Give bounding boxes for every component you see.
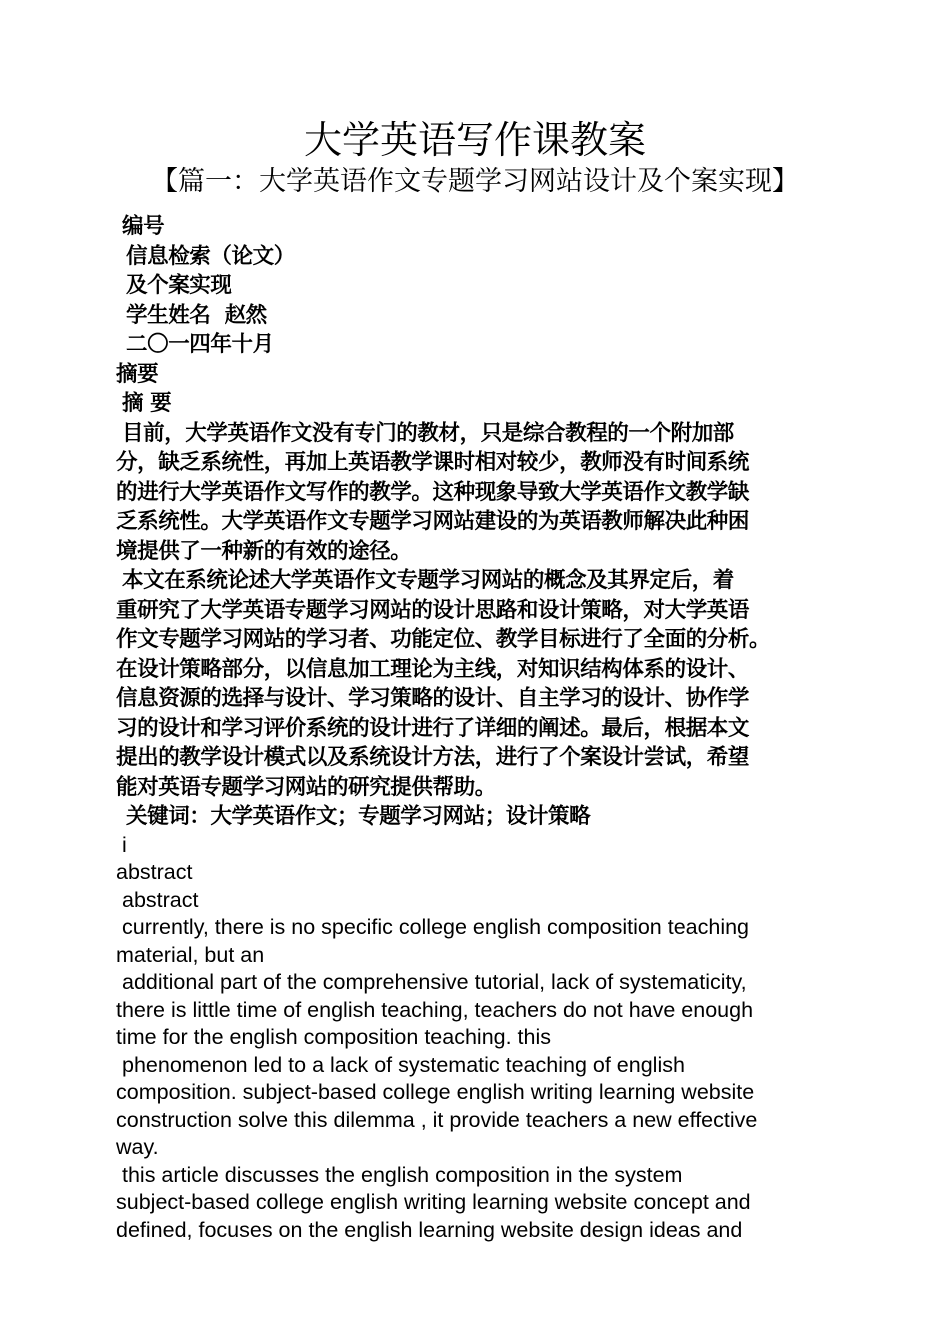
abstract-cn-line: 能对英语专题学习网站的研究提供帮助。 <box>116 774 496 800</box>
abstract-cn-heading-spaced: 摘 要 <box>122 391 172 416</box>
abstract-cn-line: 境提供了一种新的有效的途径。 <box>116 538 412 564</box>
cover-student: 学生姓名 赵然 <box>126 302 267 328</box>
abstract-en-line: there is little time of english teaching, teachers do not have enough <box>116 997 754 1022</box>
abstract-en-line: currently, there is no specific college english composition teaching <box>122 915 750 939</box>
abstract-en-heading: abstract <box>116 860 193 884</box>
abstract-cn-line: 分，缺乏系统性，再加上英语教学课时相对较少，教师没有时间系统 <box>116 450 750 475</box>
document-body <box>116 212 856 1244</box>
abstract-cn-line: 信息资源的选择与设计、学习策略的设计、自主学习的设计、协作学 <box>116 686 750 711</box>
abstract-cn-keywords: 关键词：大学英语作文；专题学习网站；设计策略 <box>126 804 591 829</box>
page-number-mark: i <box>122 832 127 857</box>
abstract-cn-line: 提出的教学设计模式以及系统设计方法，进行了个案设计尝试，希望 <box>116 745 750 770</box>
abstract-cn-heading: 摘要 <box>116 361 159 387</box>
document-title: 大学英语写作课教案 <box>303 118 646 162</box>
abstract-cn-line: 目前，大学英语作文没有专门的教材，只是综合教程的一个附加部 <box>122 420 734 446</box>
abstract-en-line: subject-based college english writing learning website concept and <box>116 1190 751 1214</box>
abstract-cn-line: 重研究了大学英语专题学习网站的设计思路和设计策略，对大学英语 <box>116 597 750 623</box>
abstract-en-line: construction solve this dilemma , it provide teachers a new effective <box>116 1107 758 1132</box>
abstract-en-line: way. <box>116 1135 159 1159</box>
abstract-cn-line: 在设计策略部分，以信息加工理论为主线，对知识结构体系的设计、 <box>116 656 750 682</box>
abstract-en-line: phenomenon led to a lack of systematic teaching of english <box>122 1052 685 1077</box>
abstract-en-line: composition. subject-based college english writing learning website <box>116 1080 755 1104</box>
cover-topic-tail: 及个案实现 <box>126 273 232 298</box>
cover-date: 二〇一四年十月 <box>126 332 274 357</box>
abstract-en-line: this article discusses the english composition in the system <box>122 1162 683 1187</box>
abstract-en-line: time for the english composition teaching. this <box>116 1025 552 1049</box>
abstract-cn-line: 乏系统性。大学英语作文专题学习网站建设的为英语教师解决此种困 <box>116 509 750 534</box>
abstract-en-line: additional part of the comprehensive tutorial, lack of systematicity, <box>122 970 747 994</box>
cover-course: 信息检索（论文） <box>126 243 295 269</box>
abstract-en-line: defined, focuses on the english learning website design ideas and <box>116 1217 743 1242</box>
abstract-en-heading-indented: abstract <box>122 887 199 912</box>
abstract-cn-line: 本文在系统论述大学英语作文专题学习网站的概念及其界定后，着 <box>122 568 734 593</box>
abstract-en-line: material, but an <box>116 942 265 967</box>
abstract-cn-line: 习的设计和学习评价系统的设计进行了详细的阐述。最后，根据本文 <box>116 715 750 741</box>
document-subtitle: 【篇一：大学英语作文专题学习网站设计及个案实现】 <box>151 166 799 197</box>
abstract-cn-line: 作文专题学习网站的学习者、功能定位、教学目标进行了全面的分析。 <box>116 627 771 652</box>
cover-number-label: 编号 <box>122 214 165 239</box>
abstract-cn-line: 的进行大学英语作文写作的教学。这种现象导致大学英语作文教学缺 <box>116 479 750 505</box>
